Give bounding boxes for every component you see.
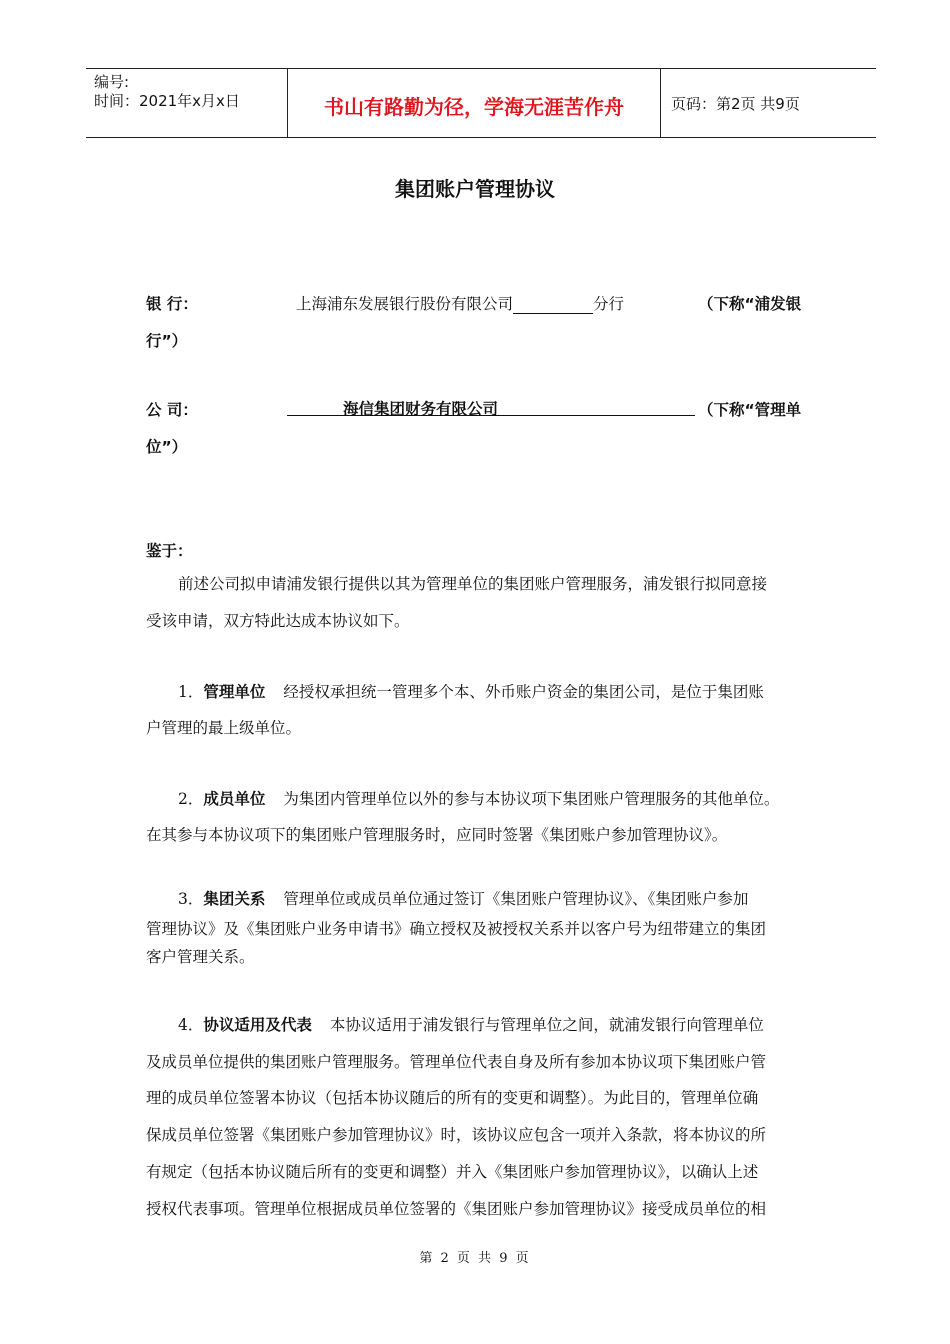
whereas-line: 前述公司拟申请浦发银行提供以其为管理单位的集团账户管理服务，浦发银行拟同意接 [178,575,768,593]
clause-term: 集团关系 [203,890,266,908]
bank-name [296,292,624,314]
clause-number: 2． [178,790,204,808]
clause-line: 客户管理关系。 [146,948,255,966]
header-divider [660,69,661,137]
clause-line [178,1013,764,1035]
company-alias: （下称“管理单 [698,401,802,419]
whereas-label: 鉴于： [146,542,193,560]
whereas-line: 受该申请，双方特此达成本协议如下。 [146,612,410,630]
clause-text: 为集团内管理单位以外的参与本协议项下集团账户管理服务的其他单位。 [283,790,780,808]
clause-line: 在其参与本协议项下的集团账户管理服务时，应同时签署《集团账户参加管理协议》。 [146,826,728,844]
company-label: 公 司： [146,401,198,419]
clause-number: 3． [178,890,204,908]
clause-line [178,787,779,809]
company-value: 海信集团财务有限公司 [343,400,499,418]
header-page-number: 页码：第2页 共9页 [671,95,800,113]
header-motto: 书山有路勤为径，学海无涯苦作舟 [324,95,624,119]
clause-line [178,680,764,702]
clause-term: 成员单位 [203,790,266,808]
clause-text: 经授权承担统一管理多个本、外币账户资金的集团公司，是位于集团账 [283,683,764,701]
clause-line: 户管理的最上级单位。 [146,719,302,737]
bank-label: 银 行： [146,295,198,313]
clause-text: 本协议适用于浦发银行与管理单位之间，就浦发银行向管理单位 [329,1016,764,1034]
clause-line: 理的成员单位签署本协议（包括本协议随后的所有的变更和调整）。为此目的，管理单位确 [146,1089,759,1107]
company-alias-cont: 位”） [146,438,188,456]
clause-line [178,887,748,909]
clause-text: 管理单位或成员单位通过签订《集团账户管理协议》、《集团账户参加 [283,890,749,908]
clause-line: 有规定（包括本协议随后所有的变更和调整）并入《集团账户参加管理协议》，以确认上述 [146,1163,759,1181]
clause-number: 1． [178,683,204,701]
clause-line: 管理协议》及《集团账户业务申请书》确立授权及被授权关系并以客户号为纽带建立的集团 [146,920,767,938]
clause-number: 4． [178,1016,204,1034]
clause-line: 保成员单位签署《集团账户参加管理协议》时，该协议应包含一项并入条款，将本协议的所 [146,1126,767,1144]
document-title: 集团账户管理协议 [395,177,555,201]
bank-alias: （下称“浦发银 [698,295,802,313]
company-field [287,397,695,416]
clause-line: 授权代表事项。管理单位根据成员单位签署的《集团账户参加管理协议》接受成员单位的相 [146,1200,767,1218]
clause-term: 管理单位 [203,683,266,701]
time-label: 时间：2021年x月x日 [94,92,240,110]
bank-value: 上海浦东发展银行股份有限公司 [296,295,514,313]
number-label: 编号: [94,73,130,91]
bank-alias-cont: 行”） [146,332,188,350]
page-header [86,68,876,138]
header-meta [94,73,240,111]
clause-term: 协议适用及代表 [203,1016,312,1034]
bank-suffix: 分行 [593,295,625,313]
clause-line: 及成员单位提供的集团账户管理服务。管理单位代表自身及所有参加本协议项下集团账户管 [146,1053,767,1071]
page-footer: 第 2 页 共 9 页 [419,1251,531,1266]
branch-blank [513,295,593,314]
